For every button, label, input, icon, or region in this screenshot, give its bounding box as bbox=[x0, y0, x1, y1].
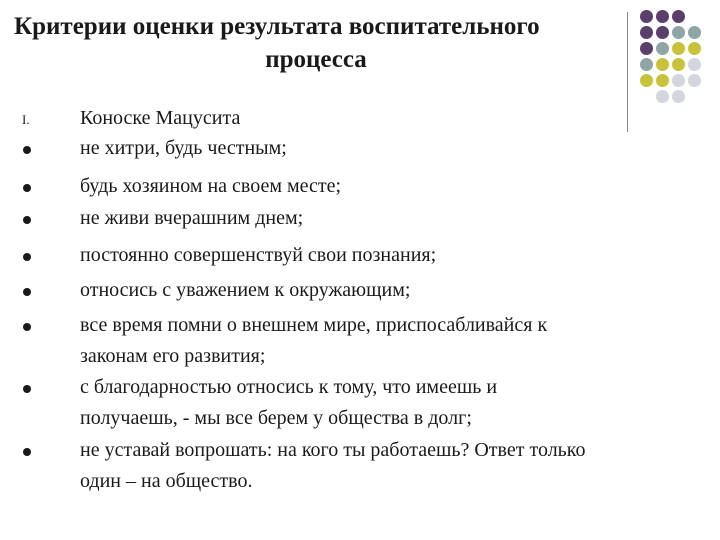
decorative-dot-grid bbox=[640, 10, 716, 110]
title-line-2: процесса bbox=[265, 46, 367, 73]
decorative-dot bbox=[640, 26, 653, 39]
decorative-dot bbox=[656, 42, 669, 55]
list-item-text: будь хозяином на своем месте; bbox=[80, 175, 342, 197]
decorative-dot bbox=[672, 10, 685, 23]
decorative-dot bbox=[688, 58, 701, 71]
slide-title bbox=[14, 10, 618, 76]
decorative-dot bbox=[656, 10, 669, 23]
list-item-text: не живи вчерашним днем; bbox=[80, 207, 304, 229]
decorative-dot bbox=[672, 42, 685, 55]
bullet-icon bbox=[23, 216, 31, 224]
bullet-icon bbox=[23, 184, 31, 192]
decorative-dot bbox=[656, 90, 669, 103]
bullet-icon bbox=[23, 288, 31, 296]
decorative-dot bbox=[656, 26, 669, 39]
title-divider bbox=[627, 12, 628, 132]
bullet-icon bbox=[23, 253, 31, 261]
decorative-dot bbox=[640, 74, 653, 87]
decorative-dot bbox=[672, 26, 685, 39]
decorative-dot bbox=[672, 90, 685, 103]
list-numeral: I. bbox=[22, 112, 30, 127]
decorative-dot bbox=[672, 58, 685, 71]
decorative-dot bbox=[640, 58, 653, 71]
decorative-dot bbox=[656, 58, 669, 71]
title-line-1: Критерии оценки результата воспитательного bbox=[14, 13, 540, 40]
list-item-text: не хитри, будь честным; bbox=[80, 137, 287, 159]
list-item-text: постоянно совершенствуй свои познания; bbox=[80, 244, 437, 266]
list-item-text: относись с уважением к окружающим; bbox=[80, 279, 411, 301]
decorative-dot bbox=[640, 42, 653, 55]
decorative-dot bbox=[640, 10, 653, 23]
list-item-text: все время помни о внешнем мире, приспосабливайся к bbox=[80, 314, 548, 336]
list-item-text: законам его развития; bbox=[80, 345, 266, 367]
decorative-dot bbox=[656, 74, 669, 87]
decorative-dot bbox=[688, 42, 701, 55]
list-item-text: с благодарностью относись к тому, что имеешь и bbox=[80, 376, 498, 398]
list-item-text: один – на общество. bbox=[80, 470, 253, 492]
decorative-dot bbox=[688, 74, 701, 87]
list-item-text: получаешь, - мы все берем у общества в долг; bbox=[80, 407, 472, 429]
bullet-icon bbox=[23, 385, 31, 393]
decorative-dot bbox=[688, 26, 701, 39]
decorative-dot bbox=[672, 74, 685, 87]
list-item-text: не уставай вопрошать: на кого ты работаешь? Ответ только bbox=[80, 439, 586, 461]
bullet-icon bbox=[23, 448, 31, 456]
list-item-text: Коноске Мацусита bbox=[80, 107, 241, 129]
bullet-icon bbox=[23, 146, 31, 154]
bullet-icon bbox=[23, 323, 31, 331]
